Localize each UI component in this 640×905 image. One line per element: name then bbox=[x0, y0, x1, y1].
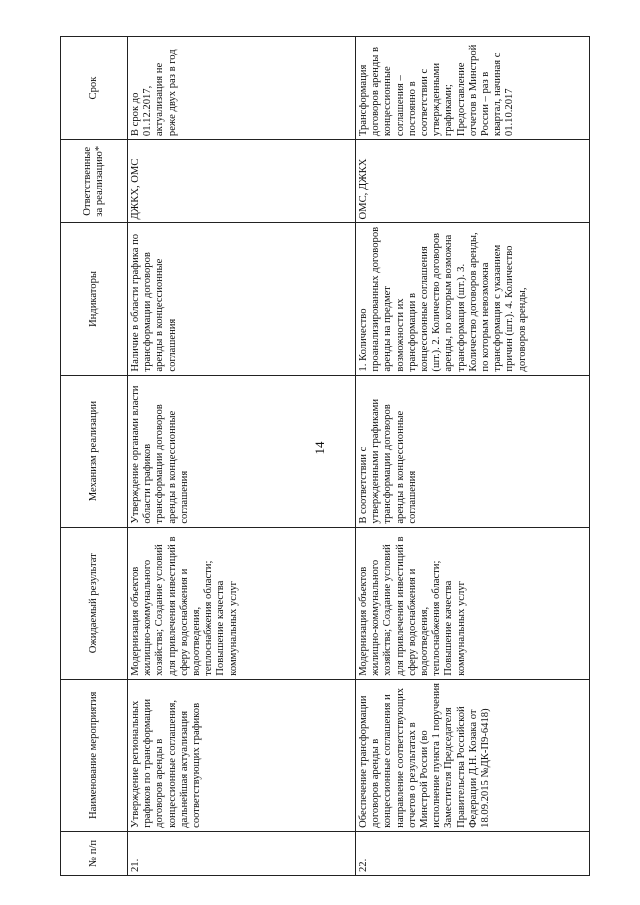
table-row bbox=[356, 37, 590, 876]
header-responsible: Ответственные за реализацию* bbox=[61, 140, 128, 223]
header-indicators: Индикаторы bbox=[61, 223, 128, 375]
row-indicators: 1. Количество проанализированных договоров аренды на предмет возможности их трансформации в концессионные соглашения (шт.). 2. Количество договоров аренды, по которым возможна трансформация (шт.). 3. Количество договоров аренды, по которым невозможна трансформация с указанием причин (шт.). 4. Количество договоров аренды, bbox=[356, 223, 590, 375]
row-mechanism: Утверждение органами власти области графиков трансформации договоров аренды в концессионные соглашения bbox=[128, 375, 356, 527]
row-mechanism: В соответствии с утвержденными графиками трансформации договоров аренды в концессионные соглашения bbox=[356, 375, 590, 527]
row-deadline: В срок до 01.12.2017, актуализация не реже двух раз в год bbox=[128, 37, 356, 140]
measures-table bbox=[60, 36, 590, 876]
header-result: Ожидаемый результат bbox=[61, 527, 128, 679]
row-result: Модернизация объектов жилищно-коммунального хозяйства; Создание условий для привлечения инвестиций в сферу водоснабжения и водоотведения, теплоснабжения области; Повышение качества коммунальных услуг bbox=[128, 527, 356, 679]
row-name: Обеспечение трансформации договоров аренды в концессионные соглашения и направление соответствующих отчетов о результатах в Минстрой России (во исполнение пункта 1 поручения Заместителя Председателя Правительства Российской Федерации Д.Н. Козака от 18.09.2015 №ДК-П9-6418) bbox=[356, 679, 590, 831]
header-name: Наименование мероприятия bbox=[61, 679, 128, 831]
row-name: Утверждение региональных графиков по трансформации договоров аренды в концессионные соглашения, дальнейшая актуализация соответствующих графиков bbox=[128, 679, 356, 831]
header-mechanism: Механизм реализации bbox=[61, 375, 128, 527]
table-row bbox=[128, 37, 356, 876]
header-deadline: Срок bbox=[61, 37, 128, 140]
header-num: № п/п bbox=[61, 831, 128, 875]
rotated-table-container bbox=[60, 36, 585, 876]
row-responsible: ОМС, ДЖКХ bbox=[356, 140, 590, 223]
table-header-row bbox=[61, 37, 128, 876]
row-num: 22. bbox=[356, 831, 590, 875]
row-num: 21. bbox=[128, 831, 356, 875]
row-responsible: ДЖКХ, ОМС bbox=[128, 140, 356, 223]
row-deadline: Трансформация договоров аренды в концессионные соглашения – постоянно в соответствии с утвержденными графиками; Предоставление отчетов в Минстрой России – раз в квартал, начиная с 01.10.2017 bbox=[356, 37, 590, 140]
row-result: Модернизация объектов жилищно-коммунального хозяйства; Создание условий для привлечения инвестиций в сферу водоснабжения и водоотведения, теплоснабжения области; Повышение качества коммунальных услуг bbox=[356, 527, 590, 679]
row-indicators: Наличие в области графика по трансформации договоров аренды в концессионные соглашения bbox=[128, 223, 356, 375]
page-number: 14 bbox=[312, 441, 327, 455]
